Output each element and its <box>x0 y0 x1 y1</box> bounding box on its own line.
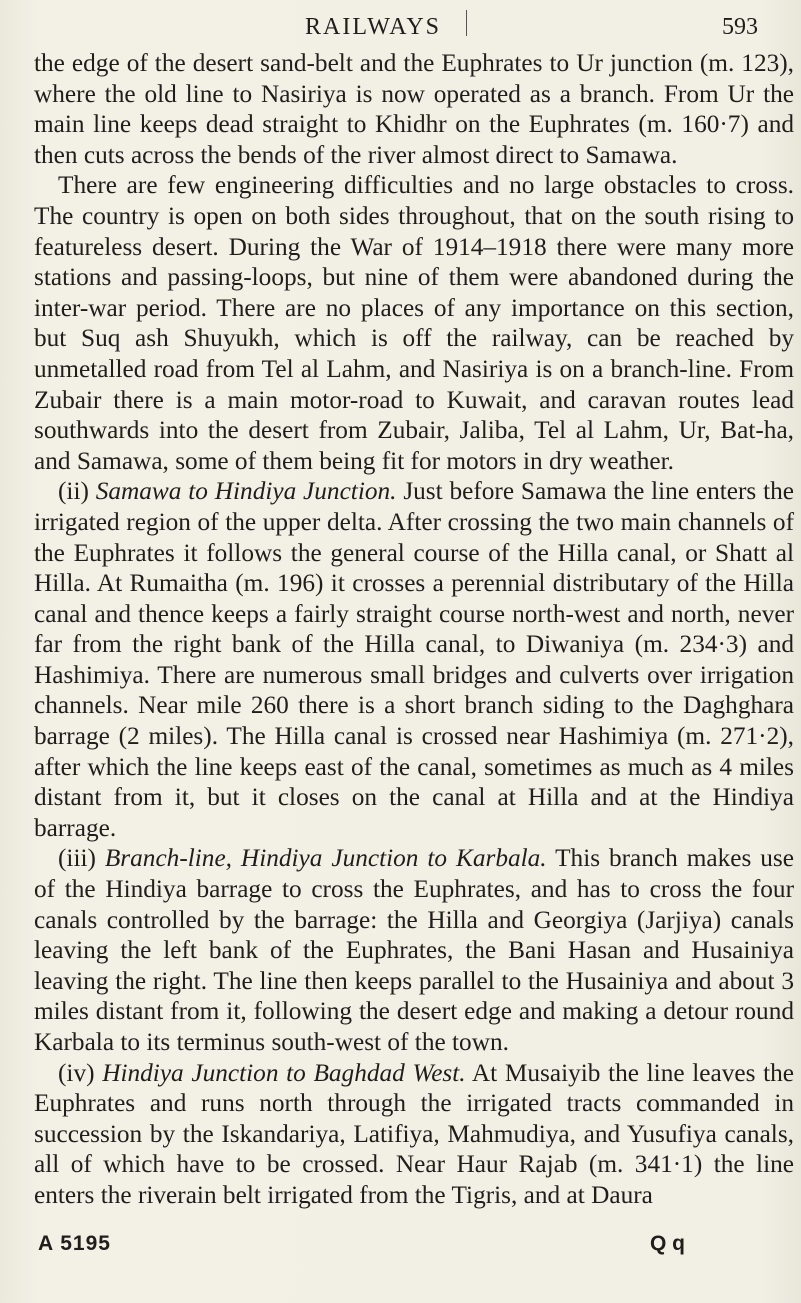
section-heading: Branch-line, Hindiya Junction to Karbala. <box>104 844 547 873</box>
section-heading: Hindiya Junction to Baghdad West. <box>102 1058 466 1087</box>
running-title: RAILWAYS <box>305 14 442 40</box>
section-number: (ii) <box>58 477 89 506</box>
body-text <box>34 48 794 1211</box>
section-body: This branch makes use of the Hindiya barrage to cross the Euphrates, and has to cross the four canals controlled by the barrage: the Hilla and Georgiya (Jarjiya) canals leaving the left bank of the Euphrates, the Bani Hasan and Husainiya leaving the right. The line then keeps parallel to the Husainiya and about 3 miles distant from it, following the desert edge and making a detour round Karbala to its terminus south-west of the town. <box>34 844 794 1056</box>
page-number: 593 <box>722 14 758 40</box>
paragraph-samawa-hindiya <box>34 476 794 843</box>
paragraph-hindiya-baghdad <box>34 1058 794 1211</box>
signature-mark: A 5195 <box>38 1232 111 1255</box>
paragraph-continuation: the edge of the desert sand-belt and the Euphrates to Ur junction (m. 123), where the old line to Nasiriya is now operated as a branch. From Ur the main line keeps dead straight to Khidhr on the Euphrates (m. 160·7) and then cuts across the bends of the river almost direct to Samawa. <box>34 49 794 169</box>
section-number: (iv) <box>58 1058 95 1087</box>
page-header <box>0 10 801 44</box>
paragraph-engineering: There are few engineering difficulties and no large obstacles to cross. The country is open on both sides throughout, that on the south rising to featureless desert. During the War of 1914–1918 there were many more stations and passing-loops, but nine of them were abandoned during the inter-war period. There are no places of any importance on this section, but Suq ash Shuyukh, which is off the railway, can be reached by unmetalled road from Tel al Lahm, and Nasiriya is on a branch-line. From Zubair there is a main motor-road to Kuwait, and caravan routes lead southwards into the desert from Zubair, Jaliba, Tel al Lahm, Ur, Bat-ha, and Samawa, some of them being fit for motors in dry weather. <box>34 171 794 475</box>
section-number: (iii) <box>58 844 96 873</box>
header-divider <box>466 10 467 36</box>
page-footer <box>0 1232 801 1262</box>
section-body: At Musaiyib the line leaves the Euphrates and runs north through the irrigated tracts commanded in succession by the Iskandariya, Latifiya, Mahmudiya, and Yusufiya canals, all of which have to be crossed. Near Haur Rajab (m. 341·1) the line enters the riverain belt irrigated from the Tigris, and at Daura <box>34 1058 795 1209</box>
section-heading: Samawa to Hindiya Junction. <box>95 477 397 506</box>
catchword: Q q <box>650 1232 685 1255</box>
paragraph-karbala-branch <box>34 843 794 1057</box>
section-body: Just before Samawa the line enters the irrigated region of the upper delta. After crossing the two main channels of the Euphrates it follows the general course of the Hilla canal, or Shatt al Hilla. At Rumaitha (m. 196) it crosses a perennial distributary of the Hilla canal and thence keeps a fairly straight course north-west and north, never far from the right bank of the Hilla canal, to Diwaniya (m. 234·3) and Hashimiya. There are numerous small bridges and culverts over irrigation channels. Near mile 260 there is a short branch siding to the Daghghara barrage (2 miles). The Hilla canal is crossed near Hashimiya (m. 271·2), after which the line keeps east of the canal, sometimes as much as 4 miles distant from it, but it closes on the canal at Hilla and at the Hindiya barrage. <box>34 477 794 842</box>
